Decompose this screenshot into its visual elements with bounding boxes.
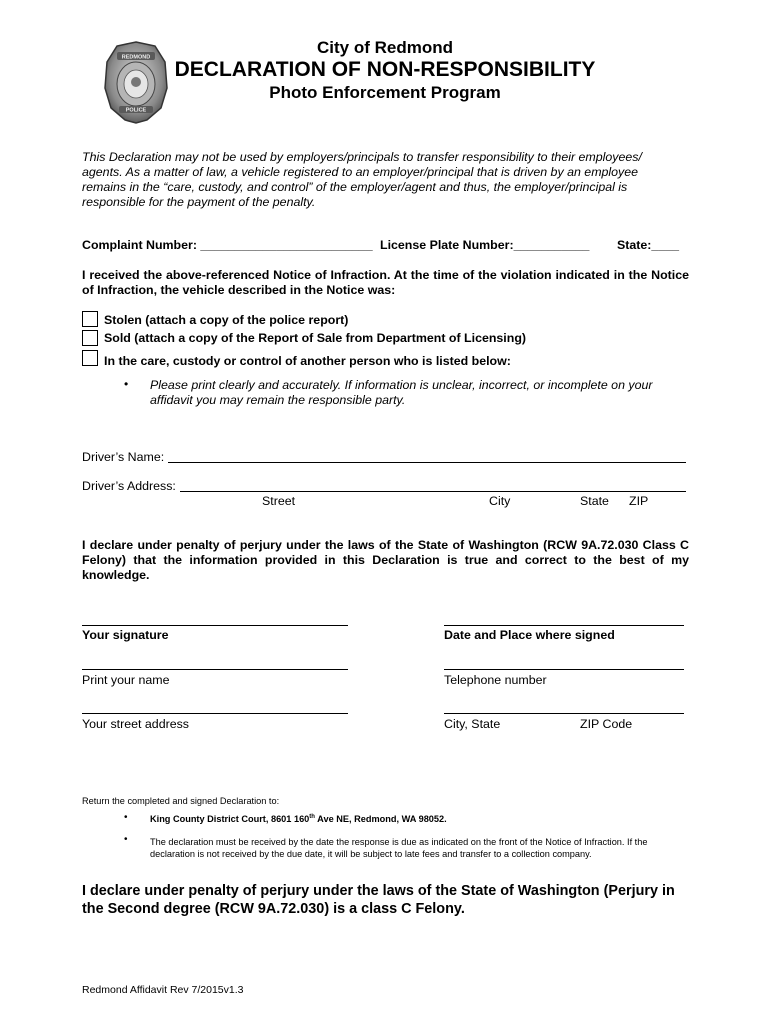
city-name: City of Redmond xyxy=(317,38,453,57)
bullet-icon: • xyxy=(124,834,128,845)
court-address-text: King County District Court, 8601 160 xyxy=(150,814,310,825)
complaint-number-field[interactable]: Complaint Number: _________________________ xyxy=(82,238,373,252)
zip-code-label: ZIP Code xyxy=(580,717,633,731)
received-paragraph: I received the above-referenced Notice of Infraction. At the time of the violation indicated in the Notice of Infraction, the vehicle described in the Notice was: xyxy=(82,268,689,297)
print-name-label: Print your name xyxy=(82,673,170,687)
page-title: DECLARATION OF NON-RESPONSIBILITY xyxy=(174,58,596,81)
sold-checkbox[interactable] xyxy=(82,330,98,346)
deadline-note: The declaration must be received by the date the response is due as indicated on the front of the Notice of Infraction. If the declaration is not received by the due date, it will be subject to late fees and transfer to a collection company. xyxy=(150,837,648,859)
bullet-icon: • xyxy=(124,812,128,823)
signature-line[interactable] xyxy=(82,625,348,626)
zip-caption: ZIP xyxy=(629,494,649,508)
bullet-icon: • xyxy=(124,377,129,391)
drivers-name-label: Driver’s Name: xyxy=(82,450,165,464)
sold-option-label: Sold (attach a copy of the Report of Sale from Department of Licensing) xyxy=(104,331,527,345)
stolen-checkbox[interactable] xyxy=(82,311,98,327)
court-address xyxy=(150,814,447,824)
stolen-option-label: Stolen (attach a copy of the police report) xyxy=(104,313,349,327)
telephone-line[interactable] xyxy=(444,669,684,670)
drivers-address-line[interactable] xyxy=(180,491,686,492)
court-address-rest: Ave NE, Redmond, WA 98052. xyxy=(314,814,447,825)
badge-text-bottom: POLICE xyxy=(125,107,147,114)
city-caption: City xyxy=(489,494,511,508)
other-person-checkbox[interactable] xyxy=(82,350,98,366)
drivers-name-line[interactable] xyxy=(168,462,686,463)
license-plate-field[interactable]: License Plate Number:___________ xyxy=(380,238,590,252)
city-state-zip-line[interactable] xyxy=(444,713,684,714)
badge-text-top: REDMOND xyxy=(121,54,151,61)
page-subtitle: Photo Enforcement Program xyxy=(269,83,501,102)
street-caption: Street xyxy=(262,494,296,508)
other-person-option-label: In the care, custody or control of another person who is listed below: xyxy=(104,354,511,368)
street-address-line[interactable] xyxy=(82,713,348,714)
footer-revision: Redmond Affidavit Rev 7/2015v1.3 xyxy=(82,984,244,996)
print-name-line[interactable] xyxy=(82,669,348,670)
court-address-sup: th xyxy=(309,814,315,820)
return-label: Return the completed and signed Declaration to: xyxy=(82,796,280,806)
intro-paragraph: This Declaration may not be used by employers/principals to transfer responsibility to their employees/ agents. As a matter of law, a vehicle registered to an employer/principal that is driven by an employee remains in the “care, custody, and control” of the employer/agent and thus, the employer/principal is responsible for the payment of the penalty. xyxy=(82,150,642,209)
perjury-felony-declaration: I declare under penalty of perjury under the laws of the State of Washington (Perjury in the Second degree (RCW 9A.72.030) is a class C Felony. xyxy=(82,883,675,917)
drivers-address-label: Driver’s Address: xyxy=(82,479,176,493)
date-place-line[interactable] xyxy=(444,625,684,626)
state-field[interactable]: State:____ xyxy=(617,238,679,252)
print-clearly-note: Please print clearly and accurately. If information is unclear, incorrect, or incomplete on your affidavit you may remain the responsible party. xyxy=(150,378,653,407)
date-place-label: Date and Place where signed xyxy=(444,628,615,642)
perjury-declaration: I declare under penalty of perjury under the laws of the State of Washington (RCW 9A.72.030 Class C Felony) that the information provided in this Declaration is true and correct to the best of my knowledge. xyxy=(82,538,689,582)
street-address-label: Your street address xyxy=(82,717,189,731)
your-signature-label: Your signature xyxy=(82,628,169,642)
telephone-label: Telephone number xyxy=(444,673,547,687)
state-caption: State xyxy=(580,494,609,508)
city-state-label: City, State xyxy=(444,717,501,731)
